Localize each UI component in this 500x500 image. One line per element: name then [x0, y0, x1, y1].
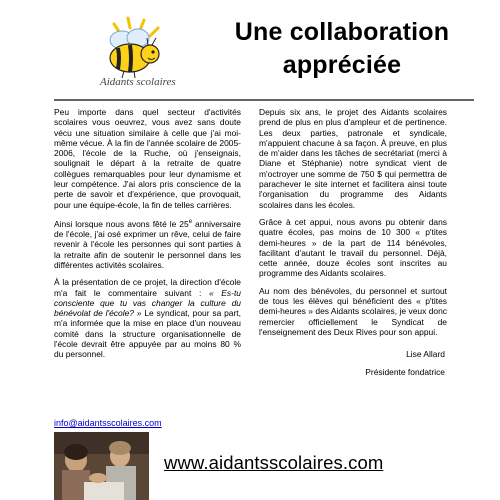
volunteers-photo — [54, 432, 149, 500]
left-paragraph-3 — [54, 277, 241, 359]
title-line-2: appréciée — [282, 51, 402, 79]
left-paragraph-2 — [54, 217, 241, 270]
left-column — [54, 107, 241, 367]
photo-image — [54, 432, 149, 500]
left-paragraph-3-start: À la présentation de ce projet, la direction d'école m'a fait le commentaire suivant : — [54, 277, 241, 298]
bee-icon — [78, 14, 190, 84]
logo-text: Aidants scolaires — [100, 76, 176, 88]
direction-quote: « Es-tu consciente que tu vas changer la culture du bénévolat de l'école? » — [54, 287, 241, 319]
title-line-1: Une collaboration — [234, 18, 450, 46]
right-paragraph-2: Grâce à cet appui, nous avons pu obtenir dans quatre écoles, pas moins de 10 300 « p'tites demi-heures » de la part de 114 bénévoles, facilitant d'autant le travail du personnel. Déjà, cette année, douze écoles sont inscrites au programme des Aidants scolaires. — [259, 216, 447, 279]
right-paragraph-1: Depuis six ans, le projet des Aidants scolaires prend de plus en plus d'ampleur et de pertinence. Les deux parties, patronale et syndicale, m'appuient chacune à sa façon. À preuve, en plus de m'aider dans les tâches de secrétariat (merci à Diane et Stéphanie) notre syndicat vient de m'octroyer une somme de 750 $ qui permettra de parachever le site internet et facilitera ainsi toute l'organisation du programme des Aidants scolaires dans les écoles. — [259, 107, 447, 210]
left-paragraph-2-end: anniversaire de l'école, j'ai osé exprimer un rêve, celui de faire revenir à l'école les personnes qui sont parties à la retraite afin de soutenir le personnel dans les différentes activités scolaires. — [54, 218, 241, 270]
ordinal-superscript: e — [188, 218, 193, 225]
left-paragraph-1: Peu importe dans quel secteur d'activités scolaires vous oeuvrez, vous avez sans doute vécu une situation similaire à celle que j'ai moi-même vécue. À la fin de l'année scolaire de 2005-2006, l'école de la Ruche, où j'enseignais, soulignait le départ à la retraite de quatre collègues remarquables pour leur dynamisme et leur compétence. J'ai alors pris conscience de la perte de savoir et d'expérience, que provoquait, pour une équipe-école, la fin de telles carrières. — [54, 107, 241, 210]
email-link[interactable]: info@aidantsscolaires.com — [54, 418, 162, 428]
right-column — [259, 107, 447, 384]
left-paragraph-2-start: Ainsi lorsque nous avons fêté le 25 — [54, 218, 189, 229]
signature-title: Présidente fondatrice — [365, 366, 445, 377]
signature-block — [259, 349, 447, 377]
aidants-scolaires-logo — [78, 14, 190, 102]
right-paragraph-3: Au nom des bénévoles, du personnel et surtout de tous les élèves qui bénéficient des « p'tites demi-heures » des Aidants scolaires, je veux donc remercier officiellement le Syndicat de l'enseignement des Deux Rives pour son appui. — [259, 285, 447, 337]
website-link[interactable]: www.aidantsscolaires.com — [164, 452, 384, 473]
signature-name: Lise Allard — [406, 349, 445, 360]
header-divider — [54, 99, 474, 101]
left-paragraph-3-end: Le syndicat, pour sa part, m'a informée que la mise en place d'un nouveau comité dans la structure organisationnelle de l'école devrait être appuyée par au moins 80 % du personnel. — [54, 308, 241, 360]
page-title — [196, 16, 488, 82]
